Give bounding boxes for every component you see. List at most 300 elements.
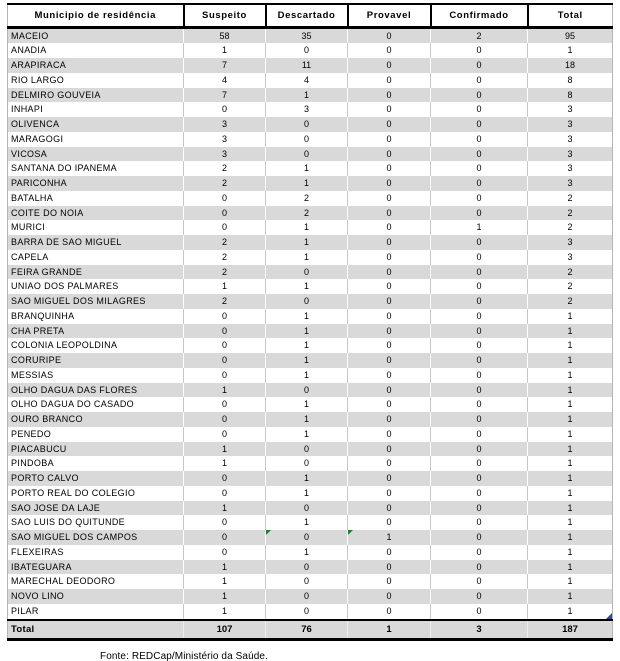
table-row [8,27,613,43]
table-row [8,265,613,280]
value-cell: 3 [567,163,573,174]
value-cell: 1 [266,88,348,103]
value-cell: 0 [184,102,266,117]
value-cell: 1 [184,560,266,575]
value-cell: 0 [348,235,431,250]
value-cell: 0 [431,442,528,457]
value-cell: 0 [348,324,431,339]
value-cell: 1 [266,176,348,191]
value-cell: 0 [431,338,528,353]
value-cell: 1 [184,574,266,589]
table-row [8,589,613,604]
municipality-name-cell: BARRA DE SAO MIGUEL [8,235,184,250]
table-row [8,147,613,162]
value-cell: 0 [184,353,266,368]
municipality-name-cell: PINDOBA [8,456,184,471]
value-cell: 1 [567,369,573,380]
value-cell: 0 [348,383,431,398]
table-row [8,486,613,501]
table-row [8,604,613,620]
value-cell: 0 [431,309,528,324]
value-cell: 0 [266,574,348,589]
value-cell: 2 [567,281,573,292]
value-cell: 0 [348,368,431,383]
municipality-name-cell: ARAPIRACA [8,58,184,73]
value-cell: 0 [184,338,266,353]
value-cell: 0 [348,560,431,575]
table-row [8,206,613,221]
table-row [8,545,613,560]
value-cell: 0 [266,530,348,545]
value-cell: 3 [567,133,573,144]
value-cell: 0 [184,191,266,206]
table-row [8,412,613,427]
municipality-name-cell: SAO MIGUEL DOS MILAGRES [8,294,184,309]
value-cell: 1 [184,589,266,604]
municipality-name-cell: OLIVENCA [8,117,184,132]
table-row [8,368,613,383]
municipality-case-table [7,3,613,641]
value-cell: 0 [431,324,528,339]
value-cell: 1 [348,530,431,545]
value-cell: 0 [348,132,431,147]
value-cell: 1 [528,353,613,368]
value-cell: 1 [528,560,613,575]
value-cell: 1 [266,427,348,442]
table-row [8,427,613,442]
value-cell: 0 [431,132,528,147]
table-row [8,176,613,191]
value-cell: 1 [528,530,613,545]
municipality-name-cell: PARICONHA [8,176,184,191]
value-cell: 0 [348,191,431,206]
value-cell: 0 [348,176,431,191]
value-cell: 0 [348,161,431,176]
value-cell: 0 [431,589,528,604]
value-cell: 3 [528,117,613,132]
table-row [8,73,613,88]
value-cell: 3 [184,147,266,162]
value-cell: 1 [567,458,573,469]
table-row [8,442,613,457]
value-cell: 0 [431,383,528,398]
value-cell: 0 [431,191,528,206]
value-cell: 1 [567,310,573,321]
value-cell: 0 [348,279,431,294]
value-cell: 2 [184,176,266,191]
value-cell: 8 [528,88,613,103]
municipality-name-cell: SANTANA DO IPANEMA [8,161,184,176]
value-cell: 1 [528,471,613,486]
value-cell: 0 [184,412,266,427]
table-header-row [8,4,613,27]
value-cell: 0 [184,486,266,501]
value-cell: 0 [431,545,528,560]
value-cell: 1 [184,456,266,471]
value-cell: 0 [266,442,348,457]
table-row [8,574,613,589]
value-cell: 0 [431,43,528,58]
value-cell: 0 [348,88,431,103]
table-row [8,294,613,309]
value-cell: 1 [266,161,348,176]
value-cell: 1 [266,235,348,250]
value-cell: 0 [266,560,348,575]
value-cell: 0 [431,397,528,412]
table-row [8,397,613,412]
value-cell: 7 [184,88,266,103]
value-cell: 0 [431,515,528,530]
value-cell: 1 [184,442,266,457]
value-cell: 0 [348,604,431,620]
value-cell: 1 [567,340,573,351]
table-row [8,58,613,73]
value-cell: 0 [431,412,528,427]
total-label-cell: Total [8,620,184,640]
value-cell: 0 [431,206,528,221]
municipality-name-cell: CHA PRETA [8,324,184,339]
value-cell: 0 [266,265,348,280]
value-cell: 3 [567,104,573,115]
value-cell: 0 [348,117,431,132]
value-cell: 1 [567,428,573,439]
value-cell: 0 [348,442,431,457]
value-cell: 2 [266,191,348,206]
value-cell: 0 [431,88,528,103]
table-row [8,220,613,235]
value-cell: 18 [528,58,613,73]
value-cell: 3 [567,251,573,262]
table-row [8,191,613,206]
value-cell: 0 [348,353,431,368]
municipality-name-cell: INHAPI [8,102,184,117]
municipality-name-cell: MACEIO [8,27,184,43]
value-cell: 0 [431,368,528,383]
value-cell: 1 [266,353,348,368]
error-flag-icon [266,530,271,535]
value-cell: 1 [528,501,613,516]
value-cell: 0 [266,501,348,516]
value-cell: 0 [431,73,528,88]
value-cell: 0 [266,589,348,604]
value-cell: 3 [528,176,613,191]
table-row [8,353,613,368]
value-cell: 1 [431,220,528,235]
value-cell: 2 [184,161,266,176]
value-cell: 0 [348,589,431,604]
column-header-4: Confirmado [431,4,528,27]
value-cell: 0 [184,220,266,235]
total-value-cell: 76 [266,620,348,640]
column-header-0: Municipio de residência [8,4,184,27]
value-cell: 0 [431,353,528,368]
value-cell: 0 [431,530,528,545]
value-cell: 0 [266,294,348,309]
value-cell: 0 [348,545,431,560]
value-cell: 0 [348,412,431,427]
municipality-name-cell: FLEXEIRAS [8,545,184,560]
value-cell: 1 [528,589,613,604]
municipality-name-cell: PORTO CALVO [8,471,184,486]
value-cell: 0 [184,545,266,560]
municipality-name-cell: UNIAO DOS PALMARES [8,279,184,294]
table-row [8,338,613,353]
value-cell: 95 [528,27,613,43]
value-cell: 35 [266,27,348,43]
value-cell: 3 [266,102,348,117]
municipality-name-cell: MARAGOGI [8,132,184,147]
municipality-name-cell: SAO MIGUEL DOS CAMPOS [8,530,184,545]
table-row [8,515,613,530]
value-cell: 0 [184,471,266,486]
municipality-name-cell: OLHO DAGUA DAS FLORES [8,383,184,398]
municipality-name-cell: IBATEGUARA [8,560,184,575]
municipality-name-cell: ANADIA [8,43,184,58]
value-cell: 0 [431,456,528,471]
value-cell: 1 [266,220,348,235]
municipality-name-cell: CAPELA [8,250,184,265]
municipality-name-cell: RIO LARGO [8,73,184,88]
value-cell: 1 [528,442,613,457]
municipality-name-cell: BATALHA [8,191,184,206]
value-cell: 0 [431,427,528,442]
value-cell: 0 [184,397,266,412]
value-cell: 0 [431,486,528,501]
value-cell: 0 [266,132,348,147]
value-cell: 0 [431,471,528,486]
value-cell: 0 [348,397,431,412]
municipality-name-cell: PIACABUCU [8,442,184,457]
municipality-name-cell: PILAR [8,604,184,620]
value-cell: 0 [431,279,528,294]
municipality-name-cell: MURICI [8,220,184,235]
total-value-cell: 3 [431,620,528,640]
value-cell: 1 [266,368,348,383]
value-cell: 0 [184,427,266,442]
value-cell: 1 [266,397,348,412]
value-cell: 0 [266,147,348,162]
value-cell: 3 [184,117,266,132]
value-cell: 4 [266,73,348,88]
value-cell: 0 [348,265,431,280]
value-cell: 0 [348,27,431,43]
value-cell: 1 [266,250,348,265]
column-header-1: Suspeito [184,4,266,27]
value-cell: 7 [184,58,266,73]
value-cell: 0 [184,309,266,324]
value-cell: 0 [431,102,528,117]
value-cell: 0 [348,73,431,88]
value-cell: 0 [431,294,528,309]
table-row [8,560,613,575]
value-cell: 8 [567,74,573,85]
table-total-row [8,620,613,640]
value-cell: 2 [184,294,266,309]
value-cell: 2 [528,206,613,221]
value-cell: 0 [431,176,528,191]
table-row [8,250,613,265]
value-cell: 1 [528,383,613,398]
table-row [8,383,613,398]
value-cell: 0 [184,206,266,221]
value-cell: 1 [266,486,348,501]
table-row [8,324,613,339]
value-cell: 1 [266,545,348,560]
table-row [8,309,613,324]
value-cell: 1 [528,412,613,427]
table-row [8,43,613,58]
value-cell: 11 [266,58,348,73]
municipality-name-cell: COITE DO NOIA [8,206,184,221]
value-cell: 0 [348,427,431,442]
table-row [8,471,613,486]
municipality-name-cell: PENEDO [8,427,184,442]
value-cell: 0 [348,102,431,117]
value-cell: 0 [431,147,528,162]
value-cell: 0 [348,147,431,162]
value-cell: 1 [567,399,573,410]
municipality-name-cell: OLHO DAGUA DO CASADO [8,397,184,412]
value-cell: 0 [431,604,528,620]
value-cell: 0 [431,560,528,575]
value-cell: 0 [348,574,431,589]
value-cell: 0 [348,515,431,530]
value-cell: 0 [348,486,431,501]
value-cell: 0 [266,383,348,398]
table-row [8,530,613,545]
value-cell: 1 [266,324,348,339]
value-cell: 58 [184,27,266,43]
total-value-cell: 1 [348,620,431,640]
value-cell: 1 [266,309,348,324]
table-row [8,279,613,294]
municipality-name-cell: SAO JOSE DA LAJE [8,501,184,516]
value-cell: 0 [348,338,431,353]
fill-handle-icon [606,613,612,619]
value-cell: 0 [348,456,431,471]
value-cell: 3 [528,147,613,162]
municipality-name-cell: VICOSA [8,147,184,162]
value-cell: 2 [184,265,266,280]
value-cell: 0 [266,43,348,58]
value-cell: 0 [431,161,528,176]
value-cell: 1 [528,324,613,339]
value-cell: 0 [348,206,431,221]
municipality-name-cell: DELMIRO GOUVEIA [8,88,184,103]
value-cell: 0 [348,58,431,73]
value-cell: 1 [184,43,266,58]
value-cell: 1 [567,546,573,557]
municipality-name-cell: FEIRA GRANDE [8,265,184,280]
value-cell: 2 [528,265,613,280]
table-row [8,501,613,516]
table-row [8,456,613,471]
value-cell: 1 [266,338,348,353]
value-cell: 0 [348,309,431,324]
value-cell: 0 [431,235,528,250]
value-cell: 1 [184,279,266,294]
municipality-name-cell: NOVO LINO [8,589,184,604]
value-cell: 0 [184,530,266,545]
value-cell: 0 [184,324,266,339]
value-cell: 1 [184,604,266,620]
total-value-cell: 107 [184,620,266,640]
value-cell: 2 [567,222,573,233]
value-cell: 1 [528,604,613,620]
value-cell: 1 [266,515,348,530]
table-row [8,117,613,132]
municipality-name-cell: PORTO REAL DO COLEGIO [8,486,184,501]
value-cell: 0 [348,294,431,309]
value-cell: 0 [348,220,431,235]
table-row [8,161,613,176]
value-cell: 1 [567,487,573,498]
municipality-name-cell: COLONIA LEOPOLDINA [8,338,184,353]
municipality-name-cell: SAO LUIS DO QUITUNDE [8,515,184,530]
value-cell: 0 [266,604,348,620]
source-caption: Fonte: REDCap/Ministério da Saúde. [100,650,268,661]
table-row [8,102,613,117]
column-header-3: Provavel [348,4,431,27]
value-cell: 1 [567,576,573,587]
value-cell: 2 [184,235,266,250]
municipality-name-cell: CORURIPE [8,353,184,368]
municipality-name-cell: OURO BRANCO [8,412,184,427]
value-cell: 0 [348,471,431,486]
municipality-name-cell: MARECHAL DEODORO [8,574,184,589]
total-value-cell: 187 [528,620,613,640]
value-cell: 0 [348,43,431,58]
value-cell: 0 [431,265,528,280]
value-cell: 2 [266,206,348,221]
value-cell: 1 [567,45,573,56]
value-cell: 0 [184,368,266,383]
value-cell: 0 [348,501,431,516]
value-cell: 0 [431,58,528,73]
value-cell: 1 [266,412,348,427]
value-cell: 3 [528,235,613,250]
value-cell: 4 [184,73,266,88]
value-cell: 0 [431,501,528,516]
table-row [8,235,613,250]
value-cell: 0 [431,250,528,265]
value-cell: 1 [567,517,573,528]
municipality-name-cell: BRANQUINHA [8,309,184,324]
value-cell: 0 [184,515,266,530]
value-cell: 1 [266,471,348,486]
municipality-name-cell: MESSIAS [8,368,184,383]
value-cell: 2 [431,27,528,43]
table-row [8,132,613,147]
column-header-5: Total [528,4,613,27]
value-cell: 1 [184,501,266,516]
value-cell: 1 [266,279,348,294]
value-cell: 0 [348,250,431,265]
value-cell: 2 [567,192,573,203]
value-cell: 2 [528,294,613,309]
column-header-2: Descartado [266,4,348,27]
error-flag-icon [348,530,353,535]
table-row [8,88,613,103]
value-cell: 0 [431,574,528,589]
value-cell: 3 [184,132,266,147]
value-cell: 0 [431,117,528,132]
value-cell: 2 [184,250,266,265]
value-cell: 1 [184,383,266,398]
value-cell: 0 [266,456,348,471]
table-body [8,27,613,620]
value-cell: 0 [266,117,348,132]
